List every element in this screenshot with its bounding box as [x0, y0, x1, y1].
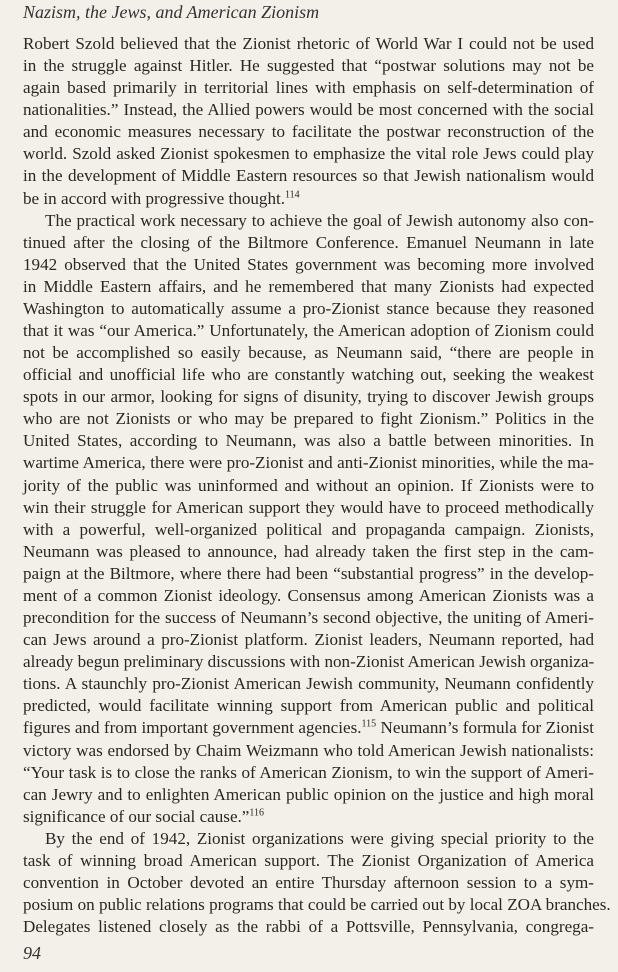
- text-line: spots in our armor, looking for signs of disunity, trying to discover Jewish groups: [23, 387, 594, 407]
- text-line: can Jews around a pro-Zionist platform. Zionist leaders, Neumann reported, had: [23, 630, 594, 650]
- text-line: in Middle Eastern affairs, and he remembered that many Zionists had expected: [23, 276, 594, 296]
- text-line: predicted, would facilitate winning support from American public and political: [23, 696, 594, 716]
- text-line: United States, according to Neumann, was also a battle between minorities. In: [23, 431, 594, 451]
- text-line: The practical work necessary to achieve the goal of Jewish autonomy also con-: [45, 210, 594, 230]
- text-line: that it was “our America.” Unfortunately, the American adoption of Zionism could: [23, 321, 594, 341]
- footnote-marker: 114: [285, 188, 300, 200]
- text-line: who are not Zionists or who may be prepared to fight Zionism.” Politics in the: [23, 409, 594, 429]
- text-line: tinued after the closing of the Biltmore Conference. Emanuel Neumann in late: [23, 232, 594, 252]
- text-line: official and unofficial life who are constantly watching out, seeking the weakest: [23, 365, 594, 385]
- text-line: nationalities.” Instead, the Allied powers would be most concerned with the social: [23, 100, 594, 120]
- text-line: can Jewry and to enlighten American public opinion on the justice and high moral: [23, 784, 594, 804]
- body-text: [23, 33, 611, 938]
- text-line: “Your task is to close the ranks of American Zionism, to win the support of Ameri-: [23, 762, 594, 782]
- text-line: posium on public relations programs that could be carried out by local ZOA branches.: [23, 895, 611, 915]
- text-line: convention in October devoted an entire Thursday afternoon session to a sym-: [23, 872, 594, 892]
- paragraph-1: [23, 33, 594, 210]
- text-line: ment of a common Zionist ideology. Consensus among American Zionists was a: [23, 585, 594, 605]
- text-line: again based primarily in territorial lines with emphasis on self-determination of: [23, 78, 594, 98]
- text-line: Robert Szold believed that the Zionist rhetoric of World War I could not be used: [23, 34, 594, 53]
- text-line: By the end of 1942, Zionist organizations were giving special priority to the: [45, 828, 594, 848]
- text-line: paign at the Biltmore, where there had been “substantial progress” in the develop-: [23, 563, 594, 583]
- text-fragment: Neumann’s formula for Zionist: [376, 718, 594, 738]
- text-line: and economic measures necessary to facilitate the postwar reconstruction of the: [23, 122, 594, 142]
- text-line: tions. A staunchly pro-Zionist American Jewish community, Neumann confidently: [23, 674, 594, 694]
- text-line: already begun preliminary discussions with non-Zionist American Jewish organiza-: [23, 652, 595, 672]
- text-line: Washington to automatically assume a pro-Zionist stance because they reasoned: [23, 298, 594, 318]
- text-line: precondition for the success of Neumann’s second objective, the uniting of Ameri-: [23, 608, 594, 628]
- text-line: jority of the public was uninformed and without an opinion. If Zionists were to: [23, 475, 594, 495]
- running-head: Nazism, the Jews, and American Zionism: [23, 2, 320, 22]
- text-line: victory was endorsed by Chaim Weizmann who told American Jewish nationalists:: [23, 740, 594, 760]
- paragraph-3: [23, 828, 611, 938]
- page-number: 94: [23, 943, 41, 963]
- text-line: significance of our social cause.”$^{116}$: [23, 806, 265, 826]
- text-line: Delegates listened closely as the rabbi of a Pottsville, Pennsylvania, congrega-: [23, 917, 594, 937]
- text-line: figures and from important government agencies.$^{115}$ Neumann’s formula for Zionist: [23, 718, 594, 738]
- text-line: wartime America, there were pro-Zionist and anti-Zionist minorities, while the ma-: [23, 453, 594, 473]
- text-line: with a powerful, well-organized political and propaganda campaign. Zionists,: [23, 519, 594, 539]
- text-line: Neumann was pleased to announce, had already taken the first step in the cam-: [23, 541, 594, 561]
- text-line: in the development of Middle Eastern resources so that Jewish nationalism would: [23, 166, 594, 186]
- footnote-marker: 116: [249, 807, 265, 819]
- paragraph-2: [23, 210, 594, 828]
- text-line: 1942 observed that the United States government was becoming more involved: [23, 254, 594, 274]
- text-line: win their struggle for American support they would have to proceed methodically: [23, 497, 594, 517]
- text-line: task of winning broad American support. The Zionist Organization of America: [23, 850, 594, 870]
- text-line: world. Szold asked Zionist spokesmen to emphasize the vital role Jews could play: [23, 144, 594, 164]
- footnote-marker: 115: [361, 718, 377, 730]
- text-line: in the struggle against Hitler. He suggested that “postwar solutions may not be: [23, 56, 594, 76]
- text-line: not be accomplished so easily because, as Neumann said, “there are people in: [23, 343, 594, 363]
- text-line: be in accord with progressive thought.$^{114}$: [23, 188, 300, 208]
